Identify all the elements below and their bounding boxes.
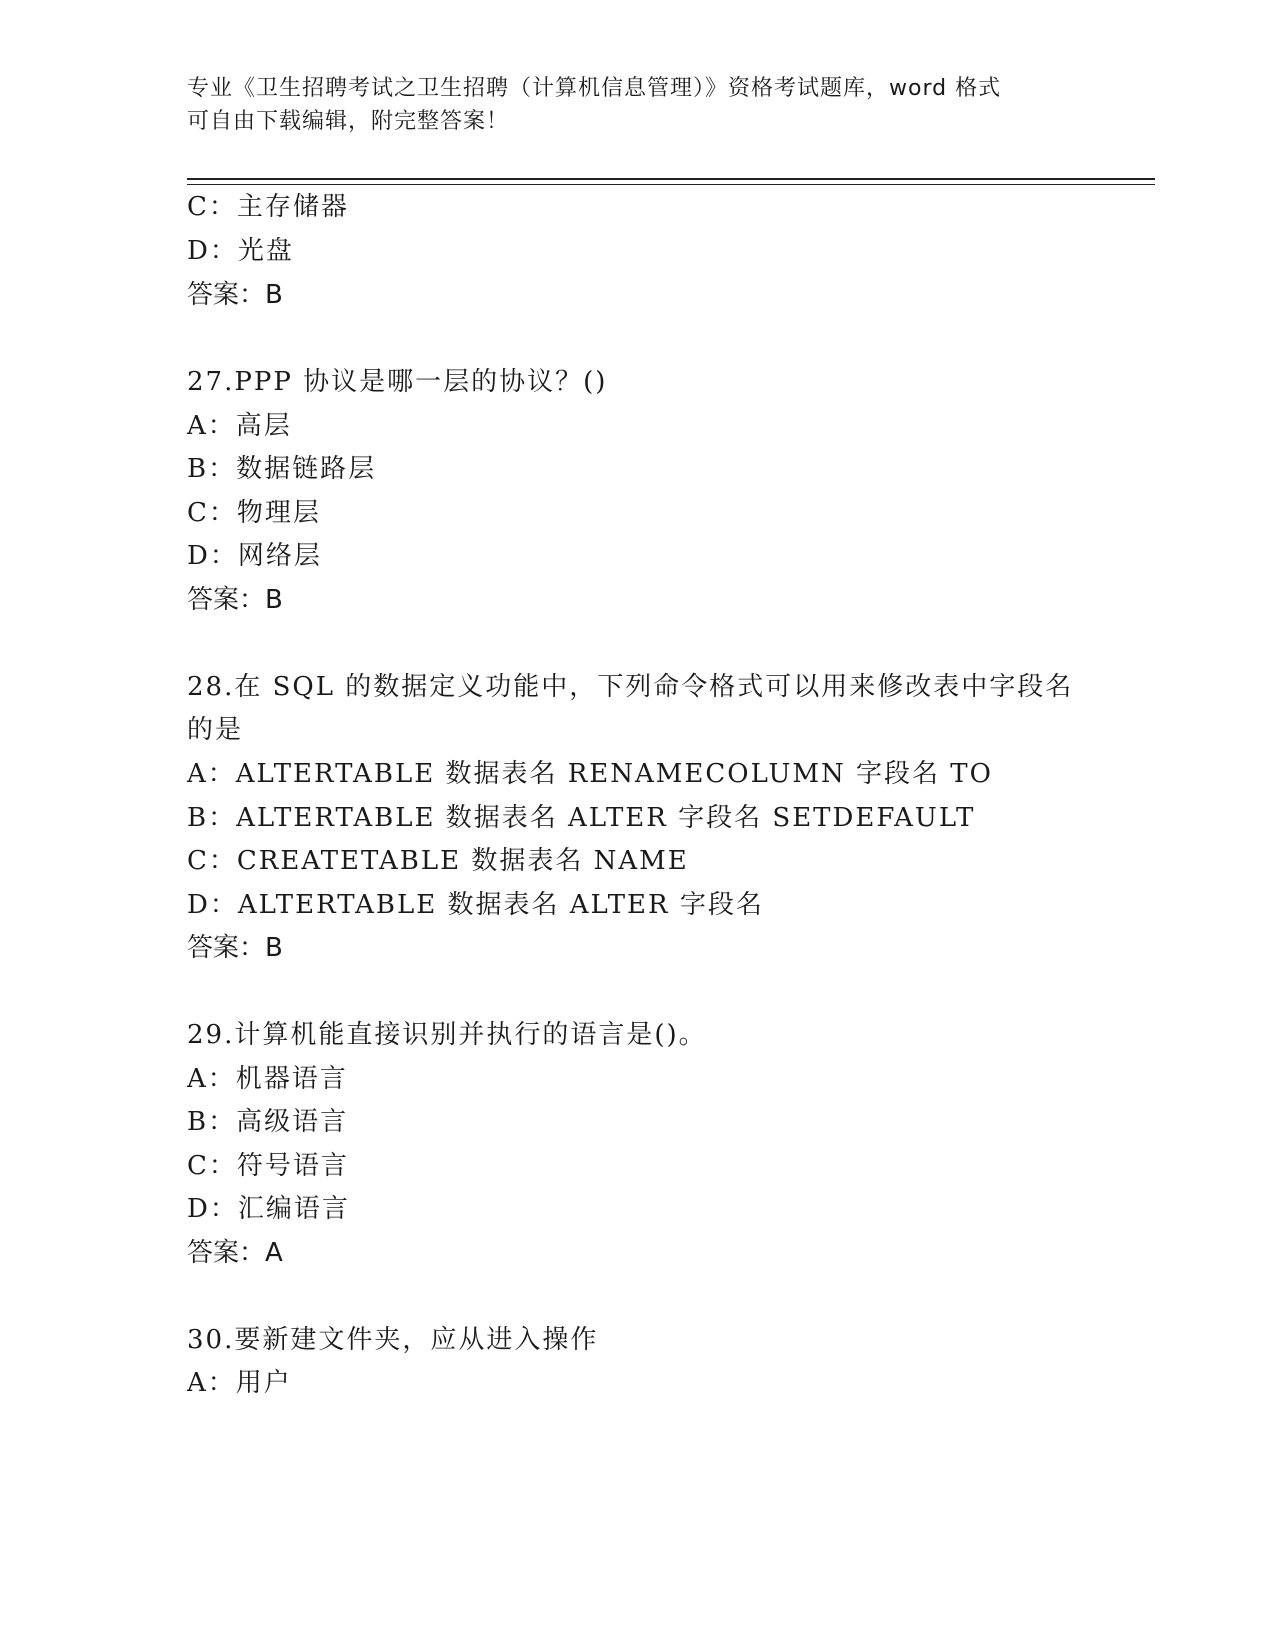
q27-option-d: D：网络层: [187, 541, 322, 571]
q30-option-a: A：用户: [187, 1368, 292, 1398]
q27-answer: 答案：B: [187, 585, 283, 615]
q29-option-c: C：符号语言: [187, 1151, 349, 1181]
q26-answer: 答案：B: [187, 280, 283, 310]
header-line-1: 专业《卫生招聘考试之卫生招聘（计算机信息管理）》资格考试题库，word 格式: [187, 76, 1002, 101]
q29-option-b: B：高级语言: [187, 1107, 349, 1137]
q28-answer: 答案：B: [187, 933, 283, 963]
q27-stem: 27.PPP 协议是哪一层的协议？(): [187, 367, 608, 397]
q27-option-c: C：物理层: [187, 498, 321, 528]
q27-option-b: B：数据链路层: [187, 454, 377, 484]
header-line-2: 可自由下载编辑，附完整答案！: [187, 109, 510, 134]
q30-stem: 30.要新建文件夹，应从进入操作: [187, 1325, 599, 1355]
q26-option-c: C：主存储器: [187, 192, 349, 222]
q28-option-a: A：ALTERTABLE 数据表名 RENAMECOLUMN 字段名 TO: [187, 759, 993, 789]
q29-answer: 答案：A: [187, 1238, 283, 1268]
header-divider-thin: [187, 184, 1155, 185]
q28-stem-line-2: 的是: [187, 715, 244, 745]
q28-stem-line-1: 28.在 SQL 的数据定义功能中，下列命令格式可以用来修改表中字段名: [187, 672, 1074, 702]
document-header: [187, 72, 1087, 138]
q29-option-a: A：机器语言: [187, 1064, 348, 1094]
q29-option-d: D：汇编语言: [187, 1194, 350, 1224]
q28-option-c: C：CREATETABLE 数据表名 NAME: [187, 846, 689, 876]
q29-stem: 29.计算机能直接识别并执行的语言是()。: [187, 1020, 707, 1050]
q28-option-b: B：ALTERTABLE 数据表名 ALTER 字段名 SETDEFAULT: [187, 803, 976, 833]
q27-option-a: A：高层: [187, 411, 292, 441]
q26-option-d: D：光盘: [187, 236, 294, 266]
q28-option-d: D：ALTERTABLE 数据表名 ALTER 字段名: [187, 890, 764, 920]
header-divider-thick: [187, 178, 1155, 180]
